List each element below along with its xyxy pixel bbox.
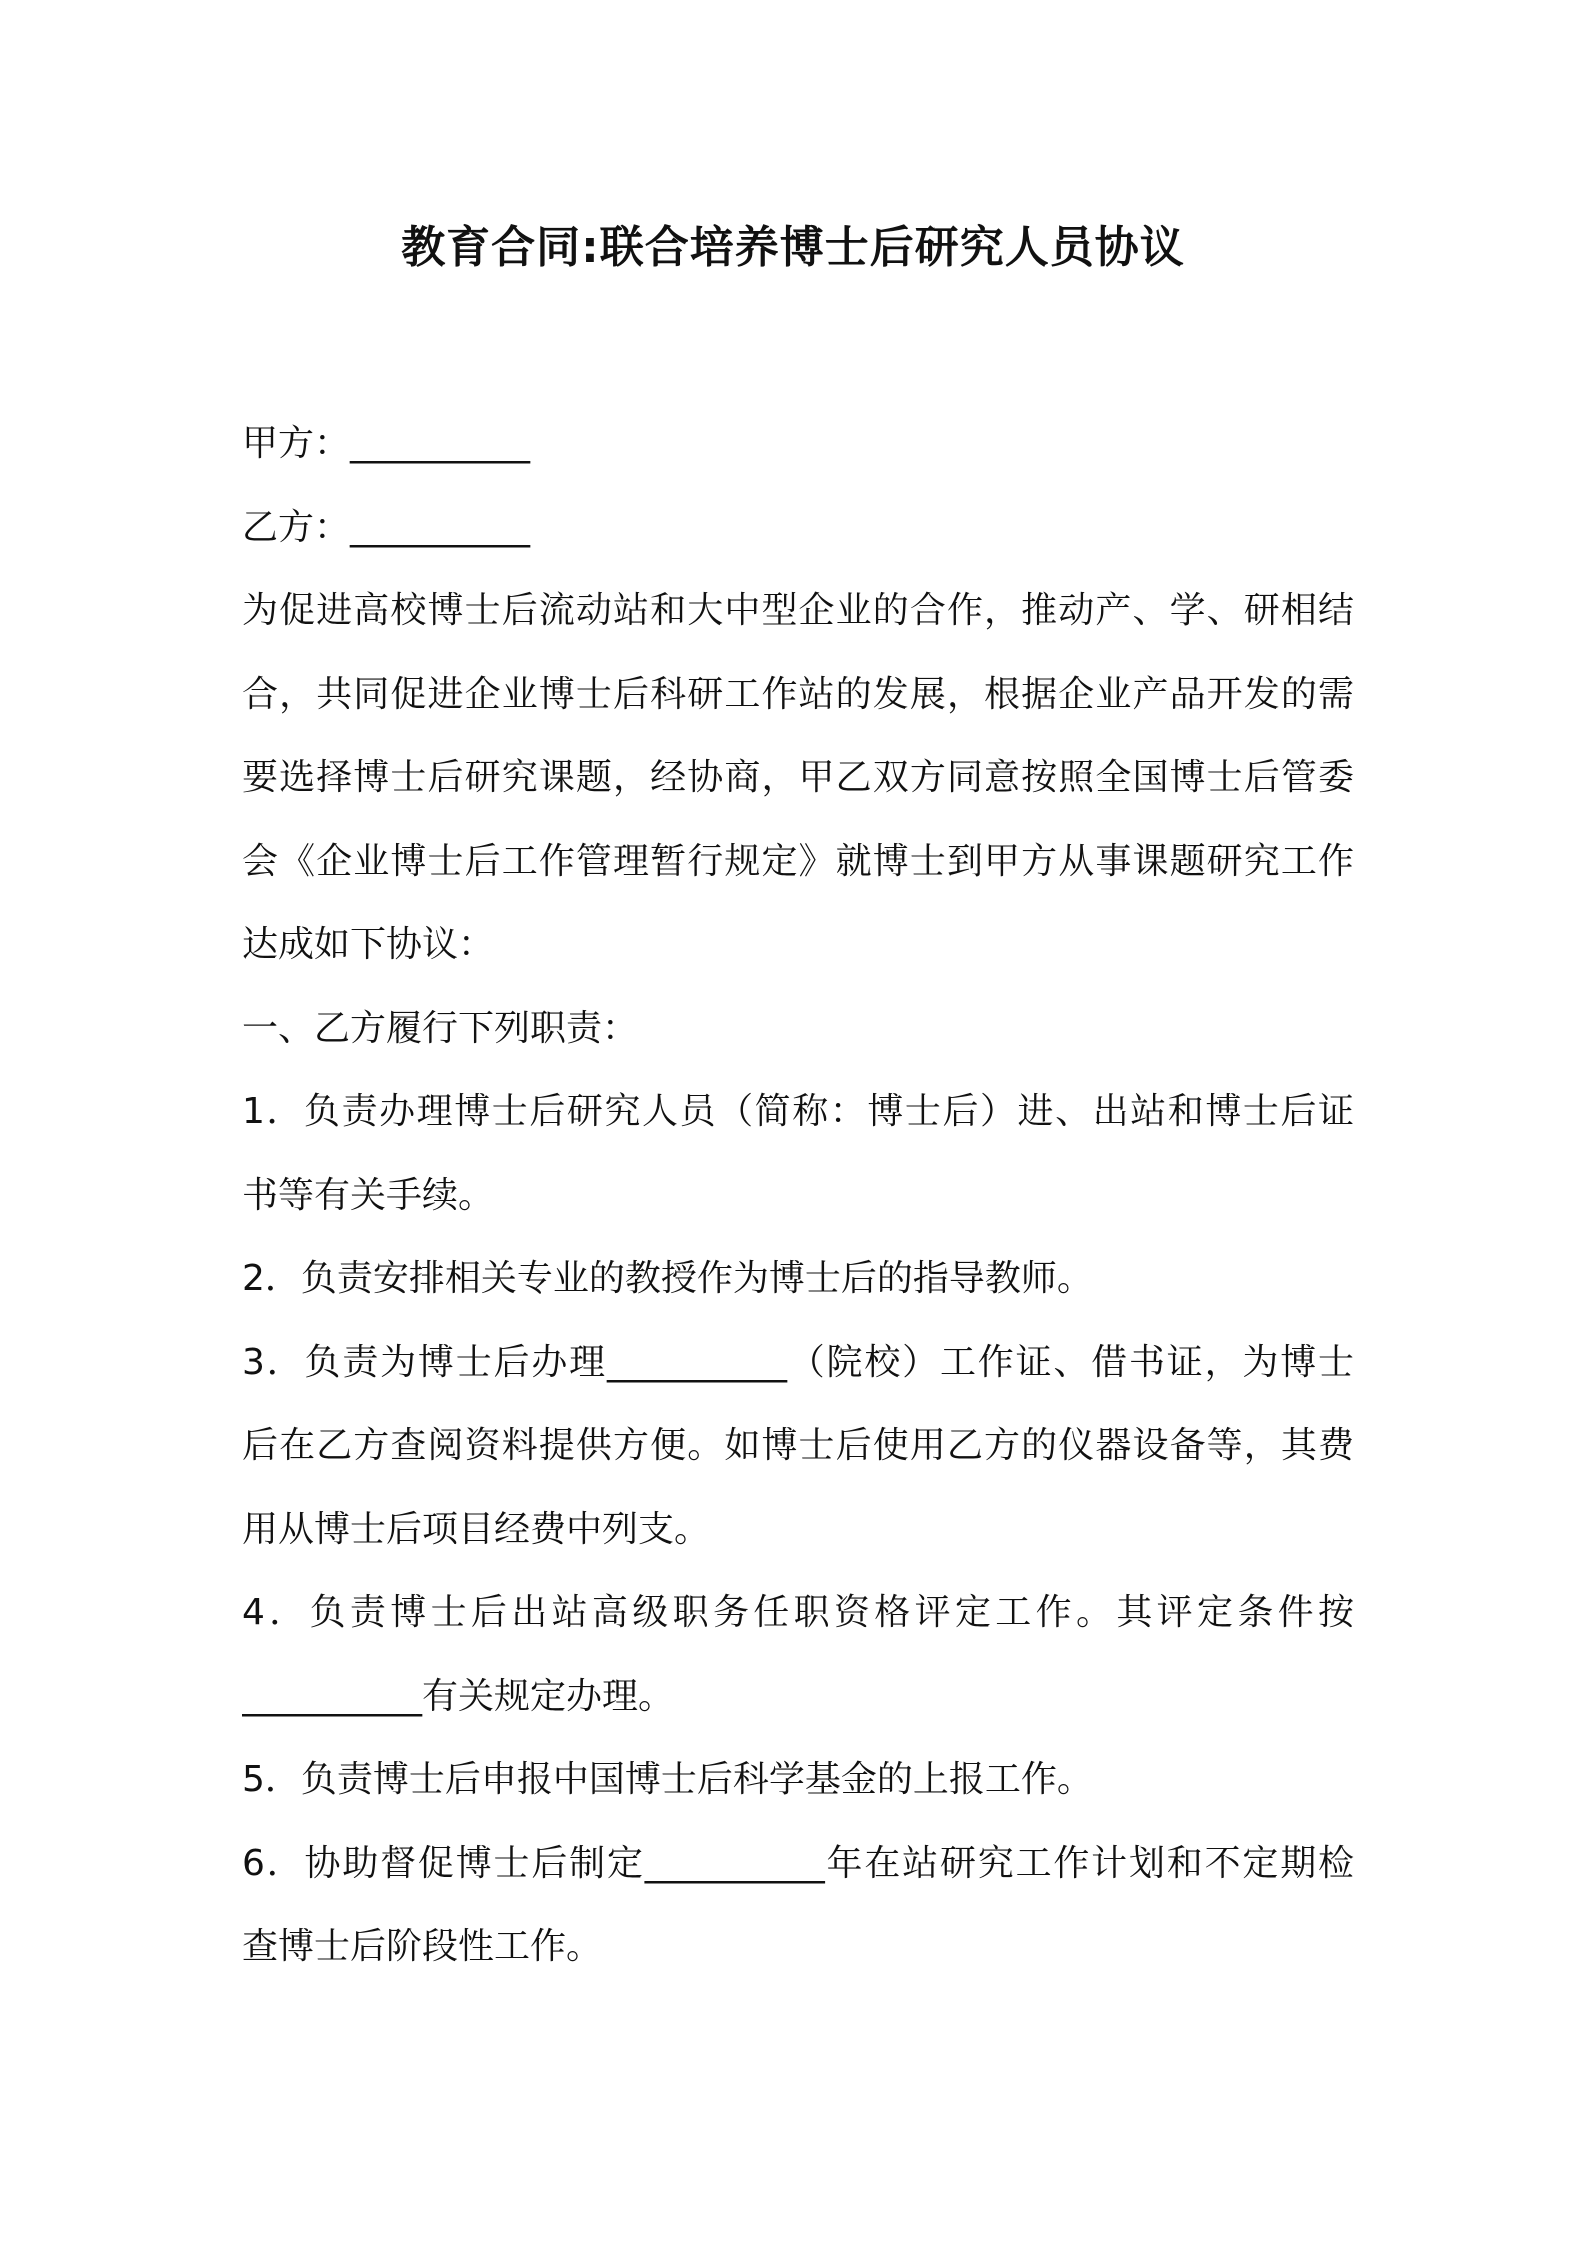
intro-paragraph-line: 为促进高校博士后流动站和大中型企业的合作，推动产、学、研相结 [242,590,1354,631]
clause-line: 4．负责博士后出站高级职务任职资格评定工作。其评定条件按 [242,1592,1354,1633]
clause-line: 用从博士后项目经费中列支。 [242,1508,711,1550]
intro-paragraph-line: 要选择博士后研究课题，经协商，甲乙双方同意按照全国博士后管委 [242,757,1354,798]
document-body [242,402,1354,1989]
section-heading: 一、乙方履行下列职责： [242,1007,639,1049]
clause-line: 3．负责为博士后办理__________（院校）工作证、借书证，为博士 [242,1341,1354,1383]
intro-paragraph-line: 达成如下协议： [242,924,495,965]
clause-line: 2．负责安排相关专业的教授作为博士后的指导教师。 [242,1258,1093,1299]
party-b-line: 乙方：__________ [242,506,531,548]
party-a-line: 甲方：__________ [242,423,531,464]
intro-paragraph-line: 合，共同促进企业博士后科研工作站的发展，根据企业产品开发的需 [242,673,1354,715]
clause-line: 5．负责博士后申报中国博士后科学基金的上报工作。 [242,1759,1093,1800]
clause-line: 1．负责办理博士后研究人员（简称：博士后）进、出站和博士后证 [242,1091,1354,1132]
document-title: 教育合同:联合培养博士后研究人员协议 [401,222,1185,273]
clause-line: 查博士后阶段性工作。 [242,1926,603,1967]
clause-line: 后在乙方查阅资料提供方便。如博士后使用乙方的仪器设备等，其费 [242,1425,1354,1466]
clause-line: 6．协助督促博士后制定__________年在站研究工作计划和不定期检 [242,1842,1354,1884]
clause-line: __________有关规定办理。 [242,1675,675,1717]
clause-line: 书等有关手续。 [242,1174,495,1216]
intro-paragraph-line: 会《企业博士后工作管理暂行规定》就博士到甲方从事课题研究工作 [242,840,1354,882]
